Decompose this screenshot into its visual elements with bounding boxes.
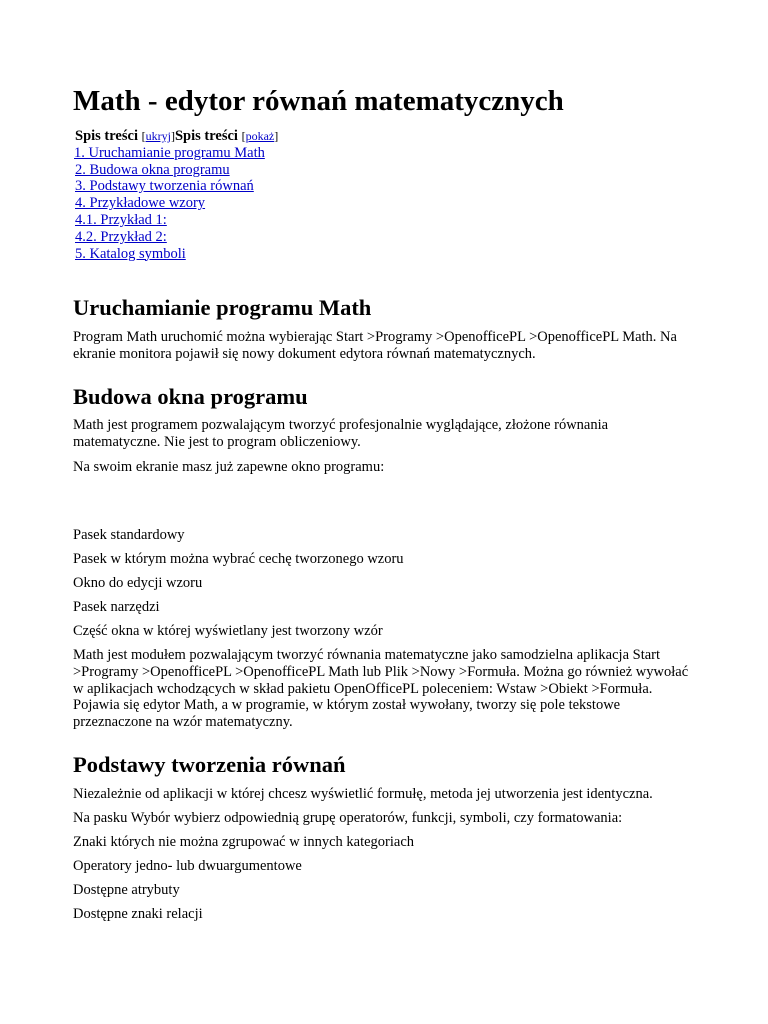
- page-title: Math - edytor równań matematycznych: [73, 85, 564, 117]
- toc-link-4-1[interactable]: 4.1. Przykład 1:: [75, 211, 167, 228]
- list-item: Okno do edycji wzoru: [73, 575, 203, 591]
- list-item: Pasek standardowy: [73, 527, 185, 543]
- paragraph: Program Math uruchomić można wybierając Start >Programy >OpenofficePL >OpenofficePL Math. Na ekranie monitora pojawił się nowy dokument edytora równań matematycznych.: [73, 329, 677, 362]
- toc-link-2[interactable]: 2. Budowa okna programu: [75, 161, 230, 178]
- list-item: Dostępne znaki relacji: [73, 906, 203, 922]
- toc-hide-link[interactable]: ukryj: [145, 129, 171, 143]
- list-item: Część okna w której wyświetlany jest tworzony wzór: [73, 623, 383, 639]
- toc-show-link[interactable]: pokaż: [245, 129, 275, 143]
- toc-link-4-2[interactable]: 4.2. Przykład 2:: [75, 228, 167, 245]
- toc-show-bracket: [pokaż]: [241, 129, 279, 143]
- toc-hide-bracket: [ukryj]: [141, 129, 175, 143]
- toc-label: Spis treści: [75, 128, 138, 144]
- paragraph: Math jest programem pozwalającym tworzyć profesjonalnie wyglądające, złożone równania matematyczne. Nie jest to program obliczeniowy.: [73, 417, 609, 450]
- section-heading-podstawy: Podstawy tworzenia równań: [73, 752, 346, 777]
- section-heading-budowa: Budowa okna programu: [73, 384, 308, 409]
- table-of-contents: [75, 128, 278, 262]
- paragraph: Na swoim ekranie masz już zapewne okno programu:: [73, 459, 385, 475]
- list-item: Operatory jedno- lub dwuargumentowe: [73, 858, 302, 874]
- list-item: Pasek narzędzi: [73, 599, 160, 615]
- section-heading-uruchamianie: Uruchamianie programu Math: [73, 295, 372, 320]
- toc-link-4[interactable]: 4. Przykładowe wzory: [75, 195, 206, 212]
- paragraph: Niezależnie od aplikacji w której chcesz wyświetlić formułę, metoda jej utworzenia jest identyczna.: [73, 786, 653, 802]
- toc-link-3[interactable]: 3. Podstawy tworzenia równań: [75, 178, 254, 195]
- toc-label-2: Spis treści: [174, 128, 238, 144]
- list-item: Dostępne atrybuty: [73, 882, 180, 898]
- toc-header: [75, 128, 278, 145]
- toc-link-5[interactable]: 5. Katalog symboli: [75, 245, 186, 262]
- toc-link-1[interactable]: 1. Uruchamianie programu Math: [74, 144, 265, 161]
- paragraph: Na pasku Wybór wybierz odpowiednią grupę operatorów, funkcji, symboli, czy formatowania:: [73, 810, 623, 826]
- paragraph: Math jest modułem pozwalającym tworzyć równania matematyczne jako samodzielna aplikacja Start >Programy >OpenofficePL >OpenofficePL Math lub Plik >Nowy >Formuła. Można go również wywołać w aplikacjach wchodzących w skład pakietu OpenOfficePL poleceniem: Wstaw >Obiekt >Formuła. Pojawia się edytor Math, a w programie, w którym został wywołany, tworzy się pole tekstowe przeznaczone na wzór matematyczny.: [73, 647, 689, 731]
- list-item: Znaki których nie można zgrupować w innych kategoriach: [73, 834, 415, 850]
- list-item: Pasek w którym można wybrać cechę tworzonego wzoru: [73, 551, 404, 567]
